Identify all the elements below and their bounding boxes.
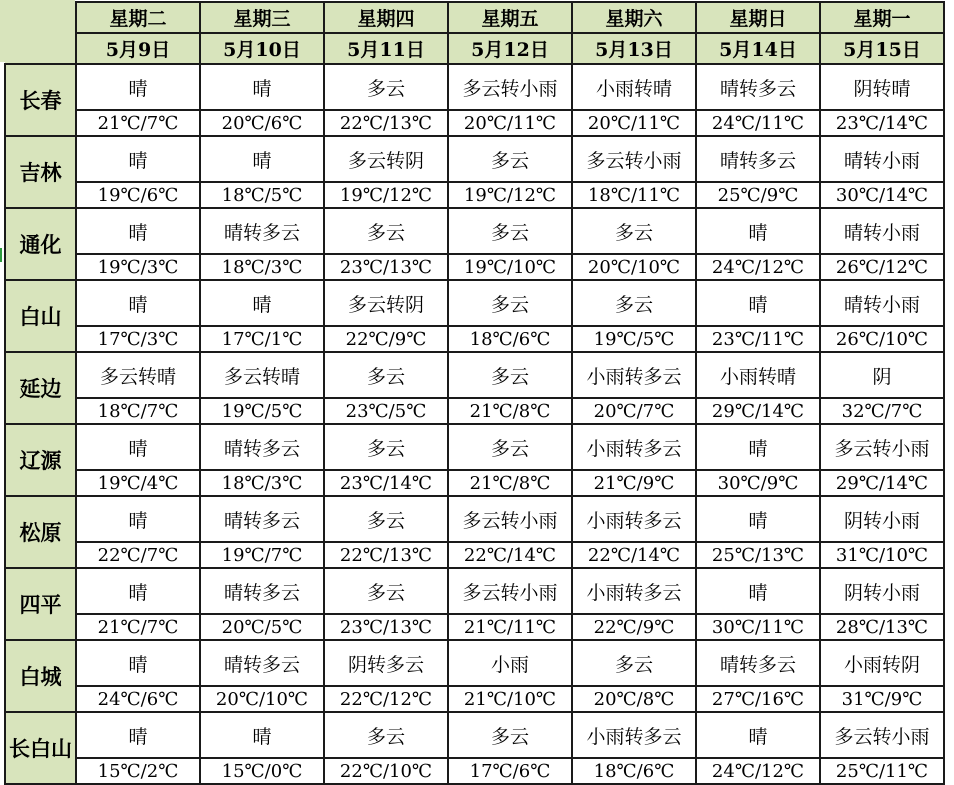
weather-cell: 晴 [200,64,324,110]
date-header: 5月13日 [572,33,696,64]
temperature-cell: 19℃/12℃ [448,182,572,208]
temperature-cell: 17℃/1℃ [200,326,324,352]
weather-cell: 小雨转多云 [572,568,696,614]
temperature-cell: 18℃/3℃ [200,470,324,496]
temperature-cell: 26℃/10℃ [820,326,944,352]
temperature-cell: 21℃/9℃ [572,470,696,496]
temperature-cell: 23℃/14℃ [324,470,448,496]
temperature-cell: 20℃/7℃ [572,398,696,424]
temperature-cell: 20℃/11℃ [448,110,572,136]
date-header: 5月11日 [324,33,448,64]
weather-cell: 晴 [76,280,200,326]
city-weather-row [5,136,944,182]
city-label: 长白山 [5,712,76,784]
temperature-cell: 19℃/6℃ [76,182,200,208]
weather-cell: 晴 [76,496,200,542]
header-row-days [5,2,944,33]
day-header: 星期四 [324,2,448,33]
temperature-cell: 22℃/12℃ [324,686,448,712]
city-temp-row [5,686,944,712]
city-label: 松原 [5,496,76,568]
weather-cell: 晴转小雨 [820,136,944,182]
weather-cell: 晴转多云 [200,640,324,686]
weather-cell: 晴转小雨 [820,208,944,254]
date-header: 5月15日 [820,33,944,64]
temperature-cell: 22℃/13℃ [324,542,448,568]
weather-cell: 多云转阴 [324,136,448,182]
city-temp-row [5,470,944,496]
temperature-cell: 31℃/10℃ [820,542,944,568]
city-weather-row [5,640,944,686]
weather-cell: 晴转多云 [696,136,820,182]
city-weather-row [5,280,944,326]
weather-cell: 阴转多云 [324,640,448,686]
weather-cell: 阴转晴 [820,64,944,110]
city-label: 白山 [5,280,76,352]
weather-cell: 多云 [572,640,696,686]
weather-cell: 阴转小雨 [820,496,944,542]
temperature-cell: 21℃/10℃ [448,686,572,712]
temperature-cell: 30℃/9℃ [696,470,820,496]
weather-cell: 晴 [200,712,324,758]
weather-cell: 多云转小雨 [448,568,572,614]
temperature-cell: 20℃/8℃ [572,686,696,712]
weather-cell: 晴 [696,280,820,326]
date-header: 5月9日 [76,33,200,64]
weather-cell: 多云转小雨 [448,496,572,542]
weather-cell: 阴 [820,352,944,398]
temperature-cell: 19℃/7℃ [200,542,324,568]
city-label: 延边 [5,352,76,424]
temperature-cell: 32℃/7℃ [820,398,944,424]
temperature-cell: 20℃/10℃ [572,254,696,280]
temperature-cell: 19℃/12℃ [324,182,448,208]
weather-cell: 多云 [324,496,448,542]
date-header: 5月12日 [448,33,572,64]
city-temp-row [5,614,944,640]
weather-cell: 小雨转晴 [696,352,820,398]
temperature-cell: 24℃/6℃ [76,686,200,712]
temperature-cell: 23℃/13℃ [324,614,448,640]
temperature-cell: 24℃/12℃ [696,758,820,784]
weather-cell: 多云 [324,208,448,254]
header-blank-cell [5,2,76,33]
temperature-cell: 18℃/6℃ [572,758,696,784]
weather-cell: 多云 [324,64,448,110]
weather-cell: 晴 [76,712,200,758]
weather-cell: 小雨转多云 [572,352,696,398]
temperature-cell: 23℃/5℃ [324,398,448,424]
city-weather-row [5,712,944,758]
weather-cell: 小雨转多云 [572,496,696,542]
temperature-cell: 21℃/8℃ [448,398,572,424]
temperature-cell: 23℃/14℃ [820,110,944,136]
weather-cell: 小雨 [448,640,572,686]
city-label: 长春 [5,64,76,136]
weather-cell: 多云 [448,280,572,326]
date-header: 5月14日 [696,33,820,64]
city-weather-row [5,352,944,398]
city-temp-row [5,182,944,208]
city-temp-row [5,110,944,136]
weather-cell: 晴转多云 [200,496,324,542]
day-header: 星期五 [448,2,572,33]
weather-cell: 晴转多云 [696,640,820,686]
temperature-cell: 30℃/11℃ [696,614,820,640]
weather-cell: 晴转多云 [696,64,820,110]
weather-cell: 晴 [76,568,200,614]
weather-cell: 小雨转阴 [820,640,944,686]
weather-cell: 多云转阴 [324,280,448,326]
day-header: 星期日 [696,2,820,33]
temperature-cell: 23℃/13℃ [324,254,448,280]
weather-cell: 多云转晴 [200,352,324,398]
temperature-cell: 17℃/6℃ [448,758,572,784]
temperature-cell: 27℃/16℃ [696,686,820,712]
temperature-cell: 18℃/7℃ [76,398,200,424]
weather-cell: 多云 [572,280,696,326]
temperature-cell: 24℃/11℃ [696,110,820,136]
city-weather-row [5,208,944,254]
temperature-cell: 21℃/11℃ [448,614,572,640]
weather-cell: 晴转小雨 [820,280,944,326]
weather-cell: 小雨转多云 [572,712,696,758]
temperature-cell: 20℃/5℃ [200,614,324,640]
temperature-cell: 19℃/5℃ [572,326,696,352]
weather-cell: 晴转多云 [200,208,324,254]
weather-cell: 晴 [76,640,200,686]
temperature-cell: 17℃/3℃ [76,326,200,352]
day-header: 星期六 [572,2,696,33]
temperature-cell: 31℃/9℃ [820,686,944,712]
weather-cell: 多云 [324,712,448,758]
city-temp-row [5,758,944,784]
city-label: 白城 [5,640,76,712]
weather-cell: 多云 [572,208,696,254]
weather-cell: 阴转小雨 [820,568,944,614]
weather-cell: 多云转小雨 [820,712,944,758]
weather-cell: 晴 [76,136,200,182]
weather-cell: 晴 [200,136,324,182]
weather-cell: 小雨转晴 [572,64,696,110]
day-header: 星期三 [200,2,324,33]
weather-cell: 晴 [76,64,200,110]
city-weather-row [5,424,944,470]
weather-cell: 多云 [324,352,448,398]
weather-cell: 晴 [200,280,324,326]
weather-cell: 多云 [448,352,572,398]
city-temp-row [5,254,944,280]
weather-cell: 小雨转多云 [572,424,696,470]
city-label: 通化 [5,208,76,280]
weather-cell: 多云 [448,208,572,254]
temperature-cell: 21℃/7℃ [76,614,200,640]
temperature-cell: 18℃/6℃ [448,326,572,352]
temperature-cell: 25℃/11℃ [820,758,944,784]
day-header: 星期一 [820,2,944,33]
header-row-dates [5,33,944,64]
temperature-cell: 22℃/14℃ [572,542,696,568]
city-weather-row [5,64,944,110]
weather-cell: 晴 [696,712,820,758]
temperature-cell: 25℃/13℃ [696,542,820,568]
temperature-cell: 22℃/14℃ [448,542,572,568]
temperature-cell: 25℃/9℃ [696,182,820,208]
temperature-cell: 22℃/9℃ [572,614,696,640]
weather-forecast-table [4,1,945,785]
city-weather-row [5,496,944,542]
city-label: 吉林 [5,136,76,208]
weather-cell: 晴 [696,208,820,254]
temperature-cell: 18℃/5℃ [200,182,324,208]
weather-cell: 多云转小雨 [572,136,696,182]
temperature-cell: 22℃/10℃ [324,758,448,784]
temperature-cell: 15℃/0℃ [200,758,324,784]
city-label: 四平 [5,568,76,640]
temperature-cell: 20℃/11℃ [572,110,696,136]
weather-cell: 晴转多云 [200,424,324,470]
temperature-cell: 19℃/5℃ [200,398,324,424]
weather-cell: 多云 [448,712,572,758]
temperature-cell: 18℃/11℃ [572,182,696,208]
temperature-cell: 29℃/14℃ [696,398,820,424]
temperature-cell: 29℃/14℃ [820,470,944,496]
temperature-cell: 20℃/10℃ [200,686,324,712]
weather-cell: 多云 [324,424,448,470]
weather-cell: 多云转小雨 [448,64,572,110]
day-header: 星期二 [76,2,200,33]
weather-cell: 晴 [696,568,820,614]
temperature-cell: 24℃/12℃ [696,254,820,280]
city-temp-row [5,398,944,424]
weather-cell: 多云 [324,568,448,614]
weather-cell: 多云转晴 [76,352,200,398]
temperature-cell: 23℃/11℃ [696,326,820,352]
temperature-cell: 30℃/14℃ [820,182,944,208]
city-temp-row [5,326,944,352]
city-label: 辽源 [5,424,76,496]
header-blank-cell [5,33,76,64]
temperature-cell: 22℃/13℃ [324,110,448,136]
temperature-cell: 22℃/9℃ [324,326,448,352]
weather-cell: 晴 [696,496,820,542]
temperature-cell: 22℃/7℃ [76,542,200,568]
temperature-cell: 21℃/7℃ [76,110,200,136]
temperature-cell: 19℃/4℃ [76,470,200,496]
weather-cell: 晴 [76,208,200,254]
temperature-cell: 26℃/12℃ [820,254,944,280]
temperature-cell: 19℃/10℃ [448,254,572,280]
weather-cell: 晴 [696,424,820,470]
temperature-cell: 28℃/13℃ [820,614,944,640]
temperature-cell: 19℃/3℃ [76,254,200,280]
weather-cell: 多云 [448,424,572,470]
weather-cell: 晴转多云 [200,568,324,614]
weather-cell: 晴 [76,424,200,470]
city-weather-row [5,568,944,614]
spreadsheet-edge-marker [0,248,2,262]
date-header: 5月10日 [200,33,324,64]
temperature-cell: 20℃/6℃ [200,110,324,136]
city-temp-row [5,542,944,568]
temperature-cell: 15℃/2℃ [76,758,200,784]
temperature-cell: 21℃/8℃ [448,470,572,496]
temperature-cell: 18℃/3℃ [200,254,324,280]
weather-cell: 多云转小雨 [820,424,944,470]
weather-cell: 多云 [448,136,572,182]
